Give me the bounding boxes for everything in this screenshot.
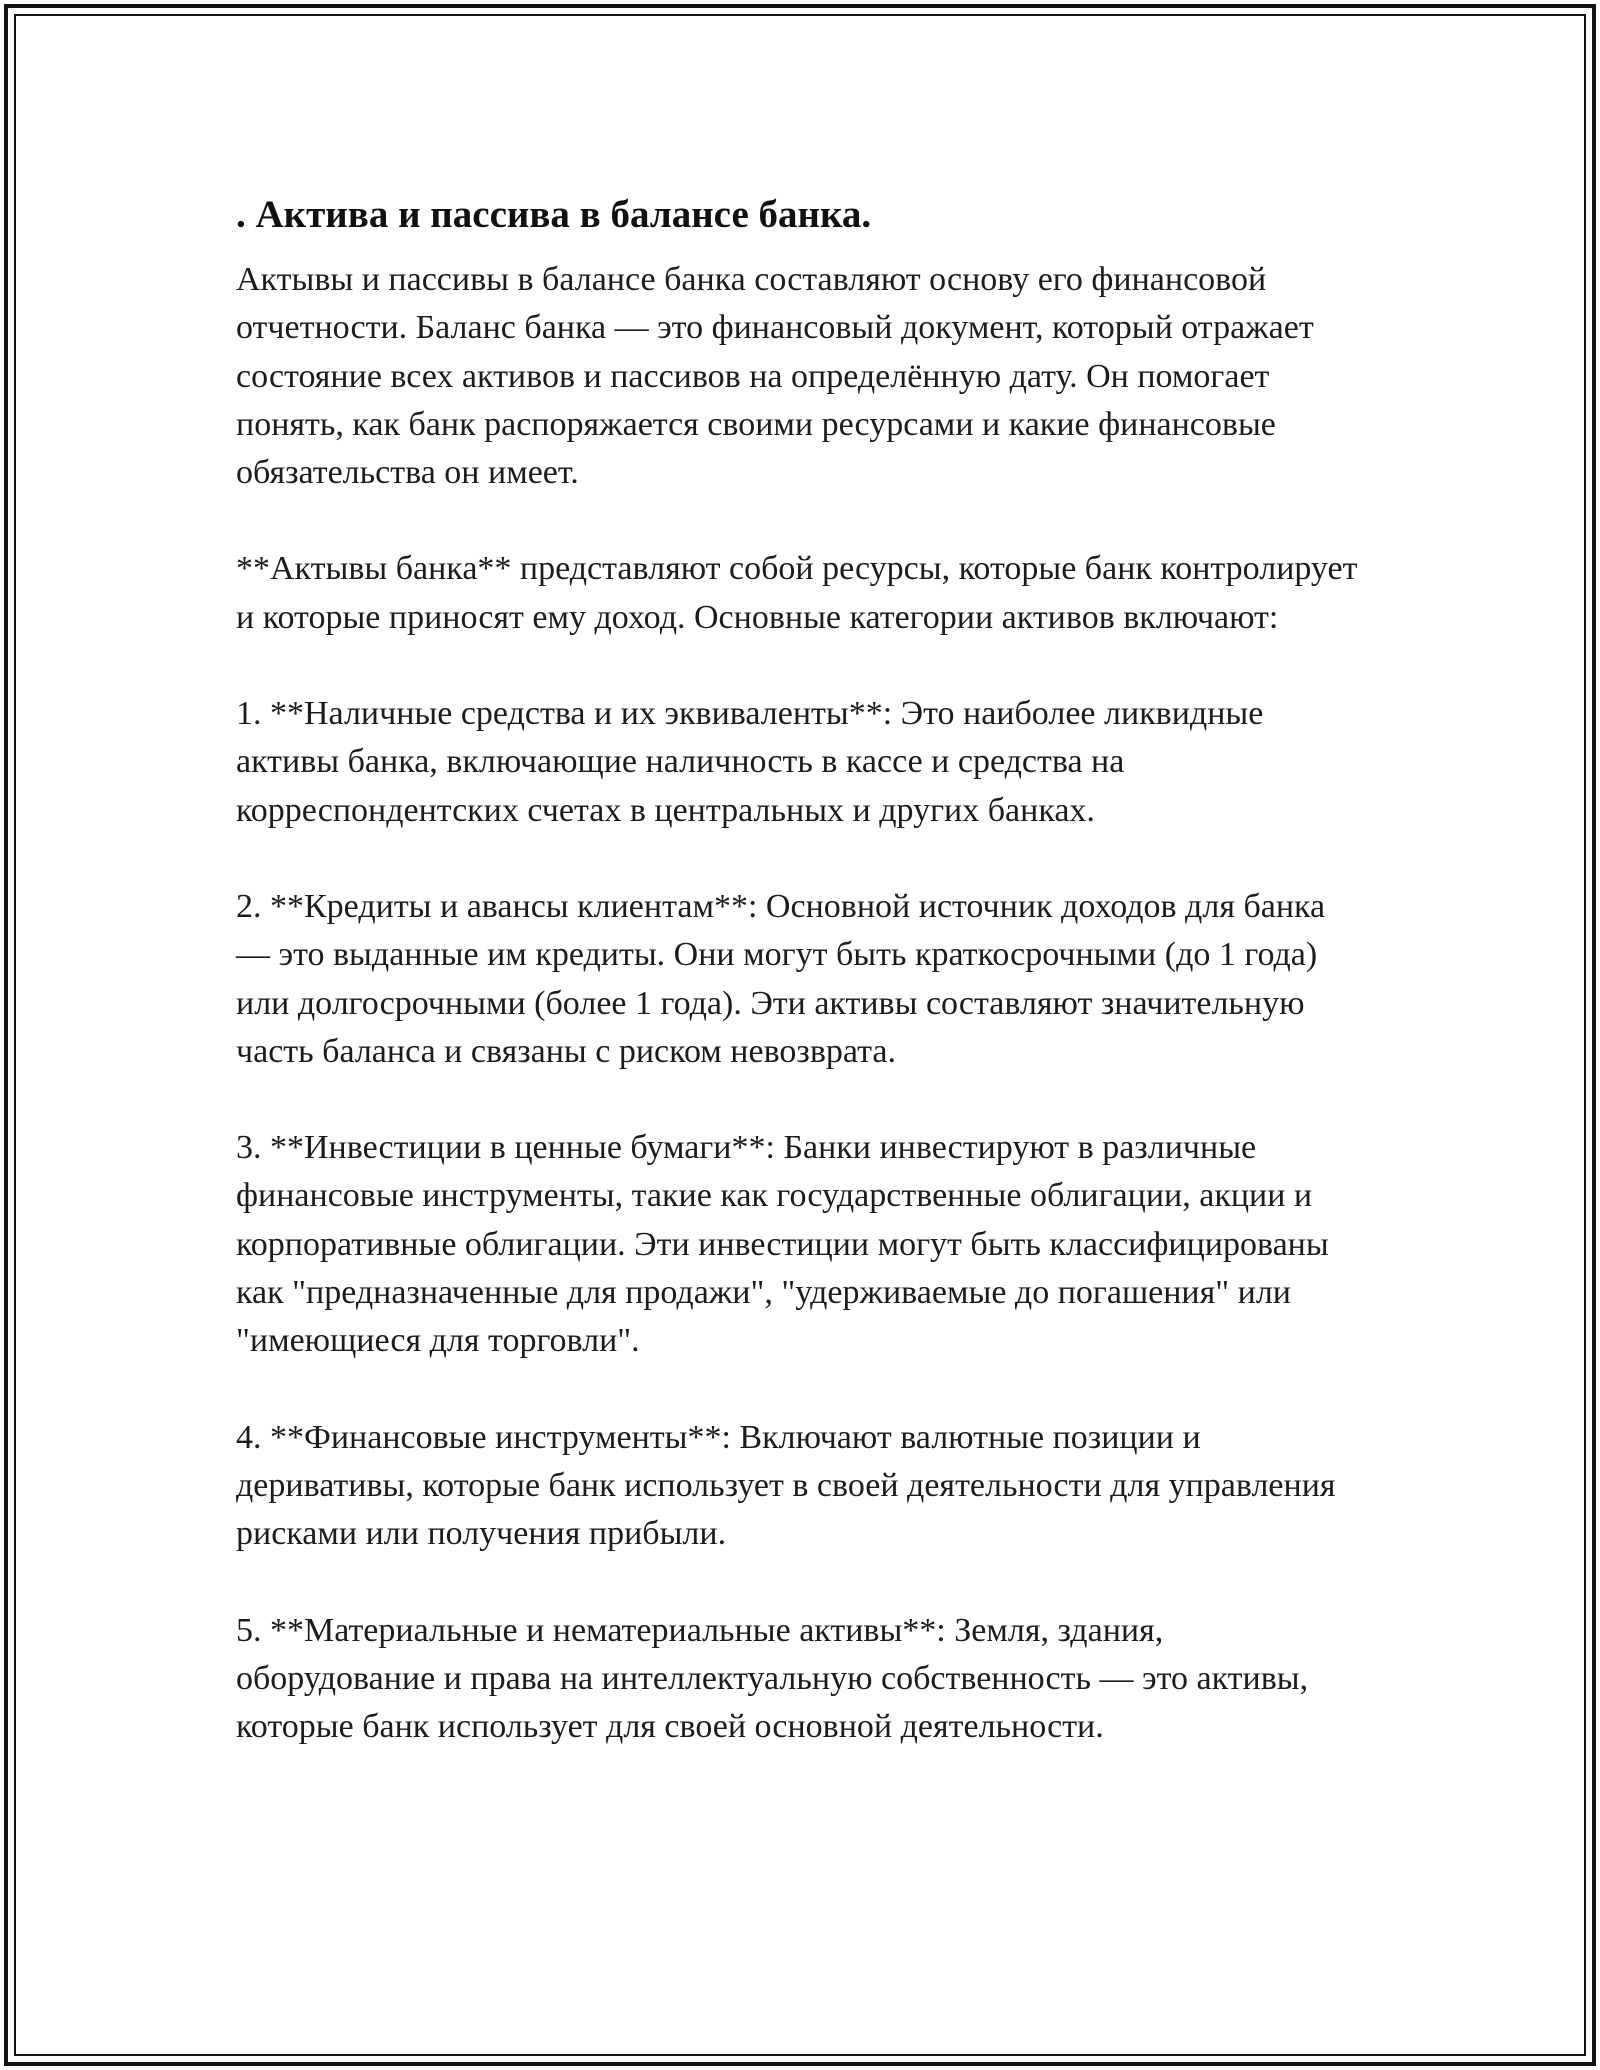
assets-definition-paragraph: **Актывы банка** представляют собой ресурсы, которые банк контролирует и которые приносят ему доход. Основные категории активов включают: — [236, 550, 1358, 636]
list-item-tangible-intangible-assets: 5. **Материальные и нематериальные активы**: Земля, здания, оборудование и права на интеллектуальную собственность — это активы, которые банк использует для своей основной деятельности. — [236, 1611, 1309, 1746]
intro-paragraph: Актывы и пассивы в балансе банка составляют основу его финансовой отчетности. Баланс банка — это финансовый документ, который отражает состояние всех активов и пассивов на определённую дату. Он помогает понять, как банк распоряжается своими ресурсами и какие финансовые обязательства он имеет. — [236, 261, 1314, 492]
document-body — [236, 192, 1366, 1799]
list-item-cash: 1. **Наличные средства и их эквиваленты**: Это наиболее ликвидные активы банка, включающие наличность в кассе и средства на корреспондентских счетах в центральных и других банках. — [236, 695, 1264, 829]
list-item-financial-instruments: 4. **Финансовые инструменты**: Включают валютные позиции и деривативы, которые банк использует в своей деятельности для управления рисками или получения прибыли. — [236, 1418, 1336, 1553]
document-title: . Актива и пассива в балансе банка. — [236, 193, 872, 236]
list-item-securities: 3. **Инвестиции в ценные бумаги**: Банки инвестируют в различные финансовые инструменты, такие как государственные облигации, акции и корпоративные облигации. Эти инвестиции могут быть классифицированы как "предназначенные для продажи", "удерживаемые до погашения" или "имеющиеся для торговли". — [236, 1129, 1329, 1360]
list-item-loans: 2. **Кредиты и авансы клиентам**: Основной источник доходов для банка — это выданные им кредиты. Они могут быть краткосрочными (до 1 года) или долгосрочными (более 1 года). Эти активы составляют значительную часть баланса и связаны с риском невозврата. — [236, 887, 1326, 1070]
